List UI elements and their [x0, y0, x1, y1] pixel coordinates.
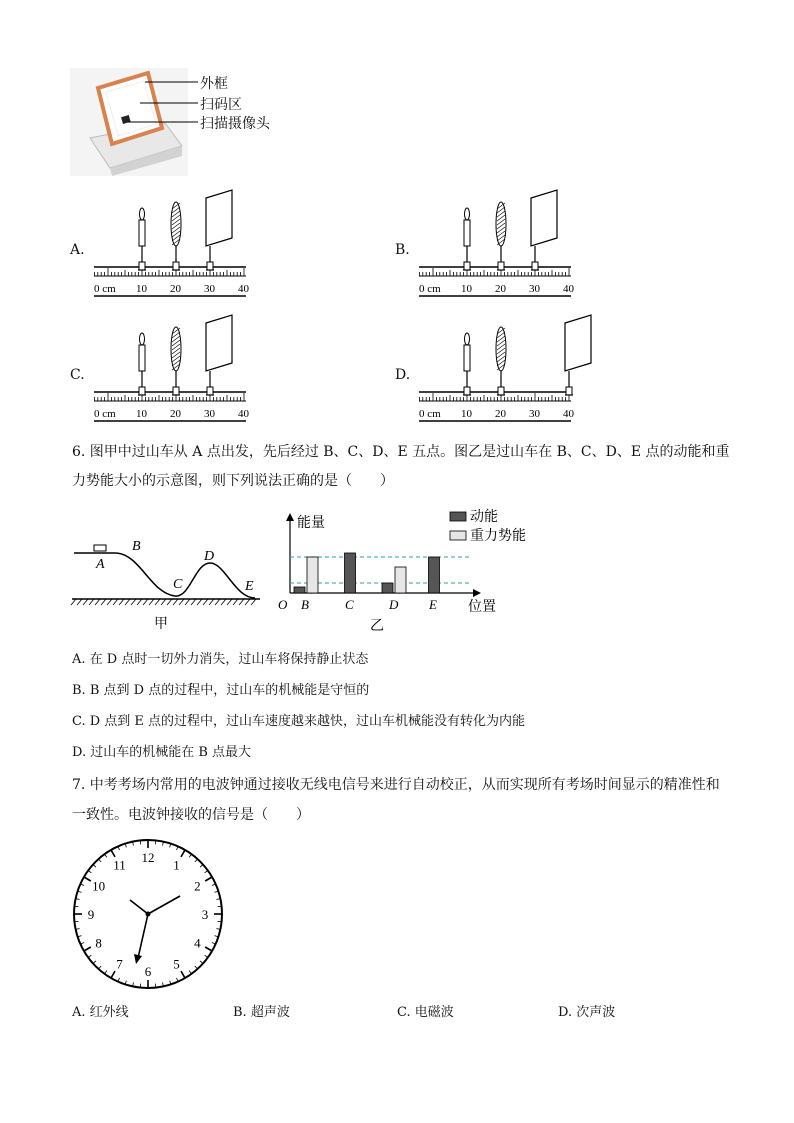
stand-clamp [498, 262, 504, 270]
label-frame: 外框 [200, 76, 228, 92]
hatch-line [239, 599, 244, 605]
legend-kinetic-swatch [450, 512, 466, 521]
option-letter: B. [395, 242, 410, 258]
category-label: B [301, 597, 309, 612]
bar-kinetic [294, 587, 305, 593]
ruler-label: 40 [563, 408, 574, 420]
legend-potential-swatch [450, 531, 466, 540]
hatch-line [143, 599, 148, 605]
ruler-label: 30 [204, 283, 215, 295]
clock-number: 4 [194, 935, 201, 951]
stand-clamp [464, 387, 470, 395]
optics-bench-d [415, 315, 605, 430]
hatch-line [179, 599, 184, 605]
q6-stem-line1: 6. 图甲中过山车从 A 点出发，先后经过 B、C、D、E 五点。图乙是过山车在 B、C、D、E 点的动能和重 [72, 444, 730, 460]
ruler-label: 30 [204, 408, 215, 420]
ruler-label: 30 [529, 408, 540, 420]
ruler-label: 20 [495, 283, 506, 295]
hatch-line [77, 599, 82, 605]
candle-body [464, 345, 470, 371]
energy-bar-chart [270, 505, 526, 635]
bar-kinetic [345, 553, 356, 593]
origin-label: O [278, 597, 288, 612]
label-scan-area: 扫码区 [200, 97, 242, 113]
hatch-line [113, 599, 118, 605]
hatch-line [155, 599, 160, 605]
clock-center [146, 912, 151, 917]
hatch-line [101, 599, 106, 605]
q7-option-c[interactable]: C. 电磁波 [397, 1005, 454, 1020]
hatch-line [185, 599, 190, 605]
hatch-line [191, 599, 196, 605]
option-letter: A. [70, 242, 85, 258]
clock-number: 10 [92, 878, 106, 894]
ruler-label: 10 [461, 283, 472, 295]
ruler-label: 0 cm [419, 408, 441, 420]
hatch-line [233, 599, 238, 605]
hatch-line [221, 599, 226, 605]
clock-number: 11 [113, 857, 126, 873]
clock-number: 9 [87, 907, 95, 922]
clock-number: 7 [116, 956, 123, 972]
q7-stem-line2: 一致性。电波钟接收的信号是（ ） [72, 807, 310, 823]
candle-body [139, 220, 145, 246]
light-screen [531, 190, 557, 246]
stand-clamp [566, 387, 572, 395]
hatch-line [215, 599, 220, 605]
light-screen [565, 315, 591, 371]
optics-bench-c [90, 315, 280, 430]
y-axis-label: 能量 [297, 516, 325, 531]
ruler-label: 30 [529, 283, 540, 295]
clock-number: 8 [95, 935, 102, 951]
hatch-line [161, 599, 166, 605]
category-label: E [429, 597, 437, 612]
clock-number: 6 [144, 964, 152, 979]
ruler-label: 20 [495, 408, 506, 420]
clock-number: 1 [173, 857, 180, 873]
ruler-label: 0 cm [94, 408, 116, 420]
q6-option-d[interactable]: D. 过山车的机械能在 B 点最大 [72, 745, 252, 760]
ruler-label: 10 [136, 408, 147, 420]
q6-option-b[interactable]: B. B 点到 D 点的过程中，过山车的机械能是守恒的 [72, 683, 370, 698]
candle-flame [140, 208, 145, 220]
ruler-label: 20 [170, 283, 181, 295]
hatch-line [119, 599, 124, 605]
label-camera: 扫描摄像头 [200, 116, 270, 132]
ruler-label: 20 [170, 408, 181, 420]
light-screen [206, 190, 232, 246]
clock-figure [70, 836, 226, 992]
stand-clamp [207, 262, 213, 270]
hatch-line [227, 599, 232, 605]
q6-option-c[interactable]: C. D 点到 E 点的过程中，过山车速度越来越快，过山车机械能没有转化为内能 [72, 714, 526, 729]
hatch-line [125, 599, 130, 605]
q7-stem-line1: 7. 中考考场内常用的电波钟通过接收无线电信号来进行自动校正，从而实现所有考场时间显示的精准性和 [72, 777, 720, 793]
q7-option-d[interactable]: D. 次声波 [558, 1005, 616, 1020]
stand-clamp [139, 262, 145, 270]
ruler-label: 0 cm [94, 283, 116, 295]
light-screen [206, 315, 232, 371]
ruler-label: 40 [238, 283, 249, 295]
hatch-line [149, 599, 154, 605]
bar-kinetic [382, 583, 393, 593]
y-axis-arrow [286, 513, 294, 521]
bar-kinetic [429, 557, 440, 593]
candle-body [464, 220, 470, 246]
ruler-label: 40 [563, 283, 574, 295]
stand-clamp [498, 387, 504, 395]
ruler-label: 0 cm [419, 283, 441, 295]
clock-number: 5 [173, 956, 180, 972]
clock-number: 2 [194, 878, 201, 894]
point-a: A [96, 557, 105, 572]
stand-clamp [207, 387, 213, 395]
ruler-label: 10 [136, 283, 147, 295]
hatch-line [71, 599, 76, 605]
legend-kinetic-label: 动能 [470, 510, 498, 525]
hatch-line [209, 599, 214, 605]
stand-clamp [139, 387, 145, 395]
stand-clamp [173, 262, 179, 270]
category-label: D [389, 597, 399, 612]
hatch-line [203, 599, 208, 605]
point-e: E [245, 579, 254, 594]
hatch-line [131, 599, 136, 605]
q7-option-b[interactable]: B. 超声波 [233, 1005, 290, 1020]
stand-clamp [464, 262, 470, 270]
hatch-line [167, 599, 172, 605]
legend-potential-label: 重力势能 [470, 529, 526, 544]
option-letter: D. [395, 367, 411, 383]
stand-clamp [532, 262, 538, 270]
hatch-line [107, 599, 112, 605]
hatch-line [197, 599, 202, 605]
q7-option-a[interactable]: A. 红外线 [72, 1005, 129, 1020]
caption-yi: 乙 [370, 619, 384, 634]
ruler-label: 40 [238, 408, 249, 420]
point-c: C [173, 577, 183, 592]
ruler-label: 10 [461, 408, 472, 420]
candle-flame [465, 333, 470, 345]
hatch-line [89, 599, 94, 605]
ground-hatch [71, 599, 260, 605]
candle-flame [465, 208, 470, 220]
x-axis-arrow [473, 589, 481, 597]
hatch-line [137, 599, 142, 605]
bar-potential [307, 557, 318, 593]
hatch-line [173, 599, 178, 605]
q6-stem-line2: 力势能大小的示意图，则下列说法正确的是（ ） [72, 473, 394, 489]
clock-number: 3 [201, 907, 209, 922]
point-b: B [132, 539, 141, 554]
optics-bench-a [90, 190, 280, 305]
coaster-car [94, 545, 106, 551]
bar-potential [395, 567, 406, 593]
x-axis-label: 位置 [468, 600, 496, 615]
q6-option-a[interactable]: A. 在 D 点时一切外力消失，过山车将保持静止状态 [72, 652, 369, 667]
option-letter: C. [70, 367, 85, 383]
stand-clamp [173, 387, 179, 395]
point-d: D [204, 549, 215, 564]
caption-jia: 甲 [154, 617, 168, 632]
hatch-line [95, 599, 100, 605]
hatch-line [83, 599, 88, 605]
category-label: C [345, 597, 354, 612]
hatch-line [251, 599, 256, 605]
optics-bench-b [415, 190, 605, 305]
clock-number: 12 [141, 850, 155, 865]
hatch-line [245, 599, 250, 605]
candle-body [139, 345, 145, 371]
candle-flame [140, 333, 145, 345]
roller-coaster-figure [70, 528, 270, 638]
